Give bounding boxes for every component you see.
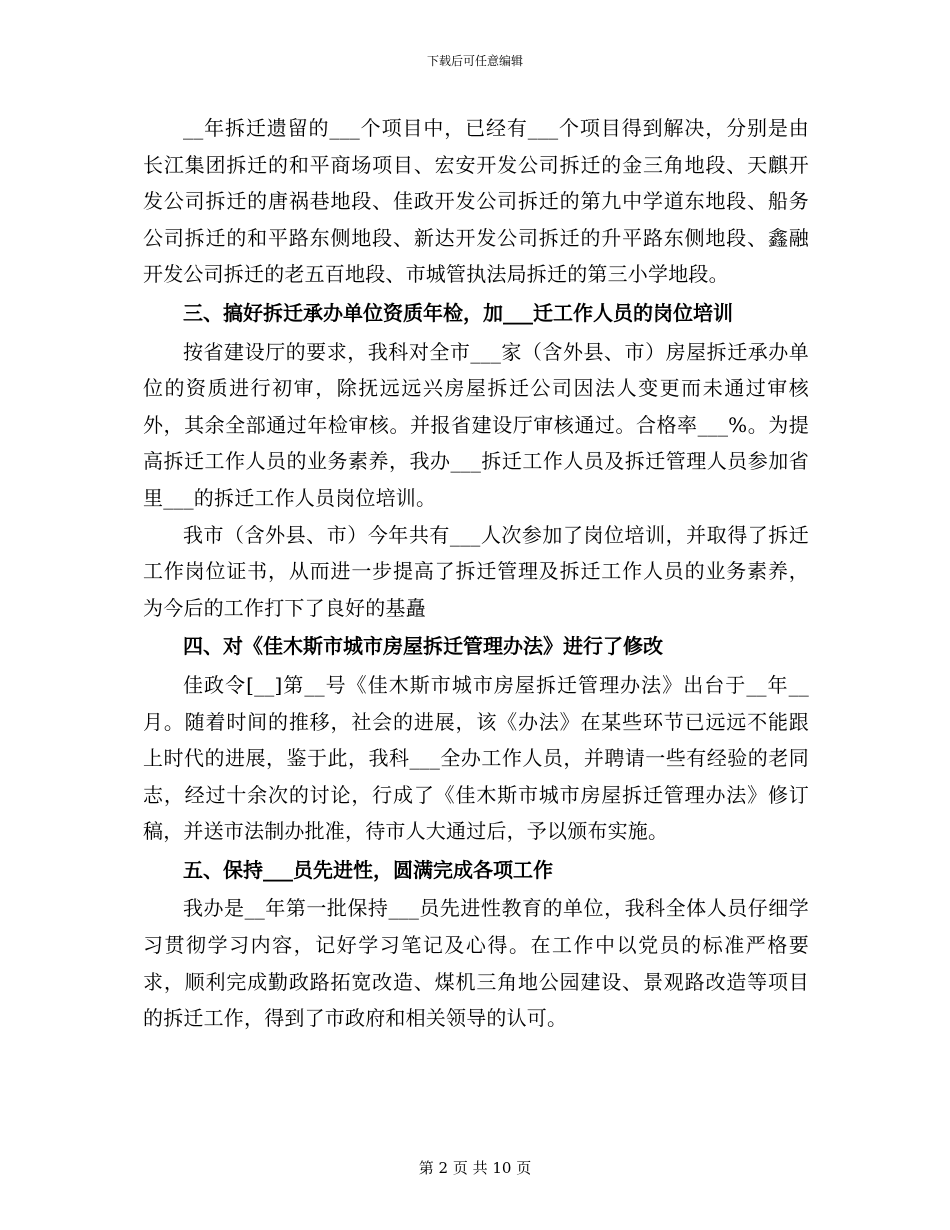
paragraph-regulation-revision: 佳政令[__]第__号《佳木斯市城市房屋拆迁管理办法》出台于__年__月。随着时间的推移，社会的进展，该《办法》在某些环节已远远不能跟上时代的进展，鉴于此，我科___全办工作人员，并聘请一些有经验的老同志，经过十余次的讨论，行成了《佳木斯市城市房屋拆迁管理办法》修订稿，并送市法制办批准，待市人大通过后，予以颁布实施。 [143, 672, 809, 844]
section-heading-4: 四、对《佳木斯市城市房屋拆迁管理办法》进行了修改 [183, 634, 663, 659]
section-heading-3: 三、搞好拆迁承办单位资质年检，加___迁工作人员的岗位培训 [183, 300, 733, 325]
page-header: 下载后可任意编辑 [426, 54, 523, 68]
paragraph-demolition-projects: __年拆迁遗留的___个项目中，已经有___个项目得到解决，分别是由长江集团拆迁的和平商场项目、宏安开发公司拆迁的金三角地段、天麒开发公司拆迁的唐祸巷地段、佳政开发公司拆迁的第九中学道东地段、船务公司拆迁的和平路东侧地段、新达开发公司拆迁的升平路东侧地段、鑫融开发公司拆迁的老五百地段、市城管执法局拆迁的第三小学地段。 [143, 116, 809, 287]
paragraph-qualification-review: 按省建设厅的要求，我科对全市___家（含外县、市）房屋拆迁承办单位的资质进行初审，除抚远远兴房屋拆迁公司因法人变更而未通过审核外，其余全部通过年检审核。并报省建设厅审核通过。合格率___%。为提高拆迁工作人员的业务素养，我办___拆迁工作人员及拆迁管理人员参加省里___的拆迁工作人员岗位培训。 [143, 339, 809, 510]
page-footer: 第 2 页 共 10 页 [418, 1159, 532, 1177]
paragraph-training: 我市（含外县、市）今年共有___人次参加了岗位培训，并取得了拆迁工作岗位证书，从而进一步提高了拆迁管理及拆迁工作人员的业务素养，为今后的工作打下了良好的基矗 [143, 522, 809, 620]
section-heading-5: 五、保持___员先进性，圆满完成各项工作 [183, 857, 553, 882]
paragraph-education: 我办是__年第一批保持___员先进性教育的单位，我科全体人员仔细学习贯彻学习内容，记好学习笔记及心得。在工作中以党员的标准严格要求，顺利完成勤政路拓宽改造、煤机三角地公园建设、景观路改造等项目的拆迁工作，得到了市政府和相关领导的认可。 [143, 896, 809, 1031]
document-body [143, 110, 809, 1037]
